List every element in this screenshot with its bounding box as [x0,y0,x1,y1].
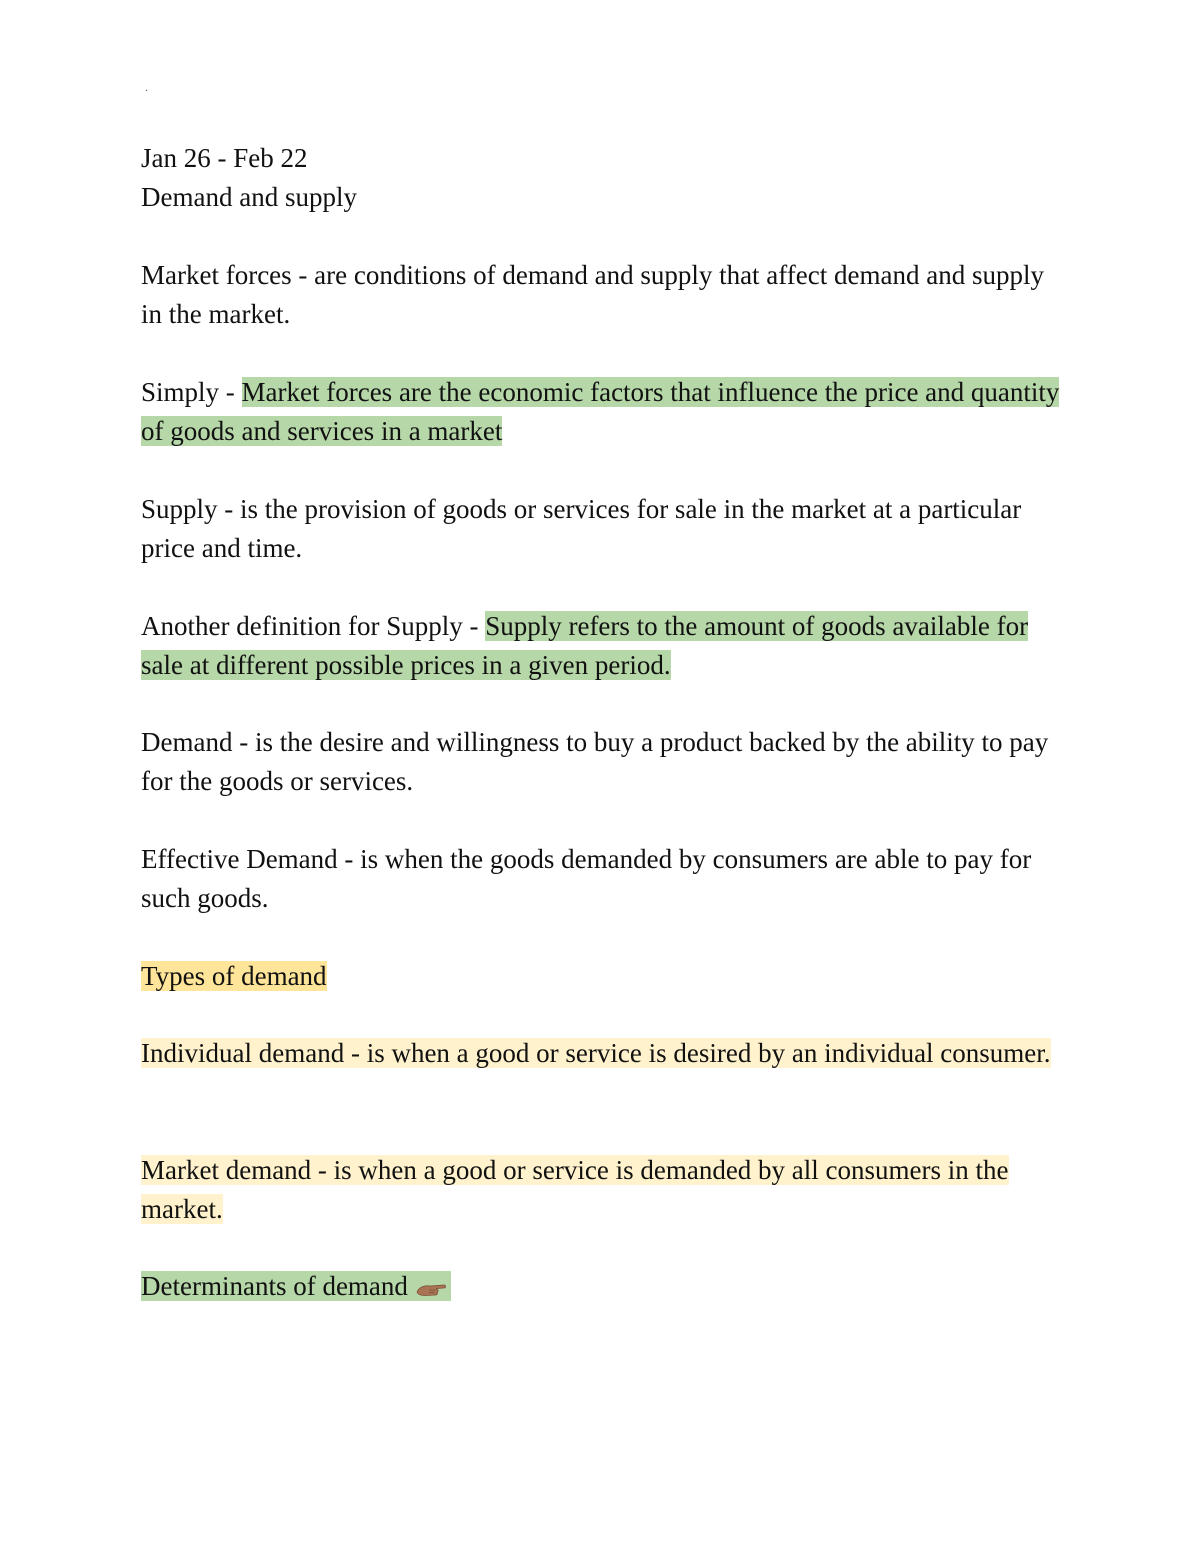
market-forces-paragraph: Market forces - are conditions of demand and supply that affect demand and supply in the market. [141,260,1044,329]
determinants-block [141,1267,1061,1306]
demand-paragraph: Demand - is the desire and willingness to buy a product backed by the ability to pay for the goods or services. [141,727,1049,796]
topic-title: Demand and supply [141,182,357,212]
supply-alt-prefix: Another definition for Supply - [141,611,486,641]
simply-paragraph [141,373,1061,451]
page-dot: . [145,80,148,94]
supply-paragraph: Supply - is the provision of goods or services for sale in the market at a particular price and time. [141,494,1022,563]
market-demand-paragraph [141,1151,1061,1229]
header-block [141,139,1061,217]
market-demand-text: Market demand - is when a good or service is demanded by all consumers in the market. [141,1155,1009,1224]
supply-alt-highlight: Supply refers to the amount of goods available for sale at different possible prices in a given period. [141,611,1029,680]
types-heading: Types of demand [141,961,327,991]
pointing-hand-icon [415,1276,451,1298]
effective-demand-paragraph: Effective Demand - is when the goods demanded by consumers are able to pay for such goods. [141,844,1032,913]
individual-demand-paragraph [141,1034,1061,1073]
simply-highlight: Market forces are the economic factors that influence the price and quantity of goods and services in a market [141,377,1060,446]
determinants-highlight [141,1271,451,1301]
date-range: Jan 26 - Feb 22 [141,143,308,173]
individual-demand-text: Individual demand - is when a good or service is desired by an individual consumer. [141,1038,1051,1068]
supply-alt-paragraph [141,607,1061,685]
simply-prefix: Simply - [141,377,242,407]
types-heading-block [141,957,1061,996]
determinants-text: Determinants of demand [141,1271,415,1301]
